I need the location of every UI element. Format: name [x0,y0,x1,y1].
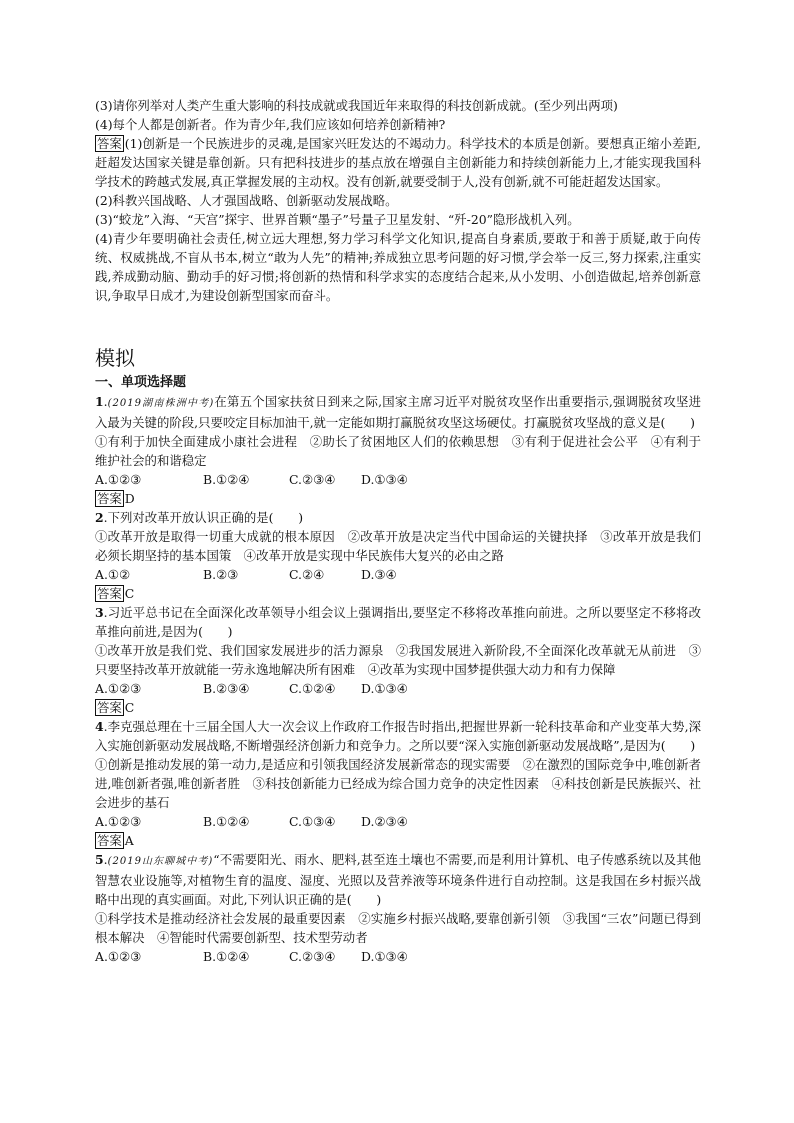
option-d[interactable]: D.①③④ [361,949,408,964]
answer-tag: 答案 [97,833,122,848]
answer-value: C [124,586,135,601]
question-stem: 2.下列对改革开放认识正确的是( ) [95,510,304,525]
question-stem: 4.李克强总理在十三届全国人大一次会议上作政府工作报告时指出,把握世界新一轮科技革命和产业变革大势,深入实施创新驱动发展战略,不断增强经济创新力和竞争力。之所以要“深入实施创新驱动发展战略”,是因为( ) [95,719,701,753]
answer-tag: 答案 [97,586,122,601]
option-b[interactable]: B.②③④ [203,681,250,696]
answer-line [95,584,701,603]
answer-line [95,831,701,850]
question-2 [95,508,701,603]
answer-line [95,489,701,508]
question-5 [95,850,701,966]
question-text: 李克强总理在十三届全国人大一次会议上作政府工作报告时指出,把握世界新一轮科技革命和产业变革大势,深入实施创新驱动发展战略,不断增强经济创新力和竞争力。之所以要“深入实施创新驱动发展战略”,是因为( ) [95,719,701,753]
answer-tag: 答案 [97,491,122,506]
option-b[interactable]: B.①②④ [203,949,250,964]
question-number: 5 [95,852,104,867]
section-title: 模拟 [95,346,135,370]
answer-block [95,134,701,191]
answer-line [95,698,701,717]
answer-value: A [124,833,134,848]
question-options [95,565,701,584]
document-page [95,96,701,966]
question-text: 在第五个国家扶贫日到来之际,国家主席习近平对脱贫攻坚作出重要指示,强调脱贫攻坚进入最为关键的阶段,只要咬定目标加油干,就一定能如期打赢脱贫攻坚这场硬仗。打赢脱贫攻坚战的意义是( ) [95,394,701,430]
question-number: 1 [95,394,104,409]
question-number: 2 [95,510,104,525]
question-text: 习近平总书记在全面深化改革领导小组会议上强调指出,要坚定不移将改革推向前进。之所以要坚定不移将改革推向前进,是因为( ) [95,605,701,639]
question-4 [95,717,701,850]
option-c[interactable]: C.①③④ [289,814,336,829]
answer-part-2: (2)科教兴国战略、人才强国战略、创新驱动发展战略。 [95,193,398,208]
question-items: ①有利于加快全面建成小康社会进程 ②助长了贫困地区人们的依赖思想 ③有利于促进社会公平 ④有利于维护社会的和谐稳定 [95,434,701,468]
option-d[interactable]: D.①③④ [361,681,408,696]
option-b[interactable]: B.①②④ [203,814,250,829]
option-d[interactable]: D.①③④ [361,472,408,487]
question-items: ①创新是推动发展的第一动力,是适应和引领我国经济发展新常态的现实需要 ②在激烈的国际竞争中,唯创新者进,唯创新者强,唯创新者胜 ③科技创新能力已经成为综合国力竞争的决定性因素 ④科技创新是民族振兴、社会进步的基石 [95,757,701,810]
question-3-prompt: (3)请你列举对人类产生重大影响的科技成就或我国近年来取得的科技创新成就。(至少列出两项) [95,98,618,113]
question-4-prompt: (4)每个人都是创新者。作为青少年,我们应该如何培养创新精神? [95,117,446,132]
question-options [95,812,701,831]
answer-part-4: (4)青少年要明确社会责任,树立远大理想,努力学习科学文化知识,提高自身素质,要敢于和善于质疑,敢于向传统、权威挑战,不盲从书本,树立“敢为人先”的精神;养成独立思考问题的好习惯,学会举一反三,努力探索,注重实践,养成勤动脑、勤动手的好习惯;将创新的热情和科学求实的态度结合起来,从小发明、小创造做起,培养创新意识,争取早日成才,为建设创新型国家而奋斗。 [95,231,701,303]
question-items: ①改革开放是我们党、我们国家发展进步的活力源泉 ②我国发展进入新阶段,不全面深化改革就无从前进 ③只要坚持改革开放就能一劳永逸地解决所有困难 ④改革为实现中国梦提供强大动力和有力保障 [95,643,701,677]
option-a[interactable]: A.①②③ [95,472,142,487]
answer-part-3: (3)“蛟龙”入海、“天宫”探宇、世界首颗“墨子”号量子卫星发射、“歼-20”隐形战机入列。 [95,212,580,227]
question-items: ①科学技术是推动经济社会发展的最重要因素 ②实施乡村振兴战略,要靠创新引领 ③我国“三农”问题已得到根本解决 ④智能时代需要创新型、技术型劳动者 [95,911,701,945]
question-stem: 3.习近平总书记在全面深化改革领导小组会议上强调指出,要坚定不移将改革推向前进。之所以要坚定不移将改革推向前进,是因为( ) [95,605,701,639]
answer-tag: 答案 [97,136,122,151]
option-a[interactable]: A.①②③ [95,814,142,829]
option-d[interactable]: D.③④ [361,567,397,582]
question-options [95,470,701,489]
option-b[interactable]: B.②③ [203,567,239,582]
question-3 [95,603,701,717]
option-a[interactable]: A.①②③ [95,681,142,696]
question-text: “不需要阳光、雨水、肥料,甚至连土壤也不需要,而是利用计算机、电子传感系统以及其他智慧农业设施等,对植物生育的温度、湿度、光照以及营养液等环境条件进行自动控制。这是我国在乡村振兴战略中出现的真实画面。对此,下列认识正确的是( ) [95,852,701,907]
question-stem: 1.(2019湖南株洲中考)在第五个国家扶贫日到来之际,国家主席习近平对脱贫攻坚作出重要指示,强调脱贫攻坚进入最为关键的阶段,只要咬定目标加油干,就一定能如期打赢脱贫攻坚这场硬仗。打赢脱贫攻坚战的意义是( ) [95,394,701,430]
option-b[interactable]: B.①②④ [203,472,250,487]
section-subtitle: 一、单项选择题 [95,375,187,390]
question-source: (2019山东聊城中考) [107,856,214,867]
option-a[interactable]: A.①② [95,567,131,582]
question-1 [95,392,701,508]
question-text: 下列对改革开放认识正确的是( ) [107,510,304,525]
option-d[interactable]: D.②③④ [361,814,408,829]
question-number: 4 [95,719,104,734]
question-options [95,947,701,966]
question-items: ①改革开放是取得一切重大成就的根本原因 ②改革开放是决定当代中国命运的关键抉择 ③改革开放是我们必须长期坚持的基本国策 ④改革开放是实现中华民族伟大复兴的必由之路 [95,529,701,563]
answer-value: D [124,491,135,506]
answer-part-1: (1)创新是一个民族进步的灵魂,是国家兴旺发达的不竭动力。科学技术的本质是创新。要想真正缩小差距,赶超发达国家关键是靠创新。只有把科技进步的基点放在增强自主创新能力和持续创新能力上,才能实现我国科学技术的跨越式发展,真正掌握发展的主动权。没有创新,就要受制于人,没有创新,就不可能赶超发达国家。 [95,136,701,189]
option-a[interactable]: A.①②③ [95,949,142,964]
option-c[interactable]: C.②③④ [289,472,336,487]
answer-value: C [124,700,135,715]
option-c[interactable]: C.②④ [289,567,325,582]
question-number: 3 [95,605,104,620]
option-c[interactable]: C.①②④ [289,681,336,696]
question-options [95,679,701,698]
question-source: (2019湖南株洲中考) [107,398,215,409]
question-stem: 5.(2019山东聊城中考)“不需要阳光、雨水、肥料,甚至连土壤也不需要,而是利用计算机、电子传感系统以及其他智慧农业设施等,对植物生育的温度、湿度、光照以及营养液等环境条件进行自动控制。这是我国在乡村振兴战略中出现的真实画面。对此,下列认识正确的是( ) [95,852,701,907]
option-c[interactable]: C.②③④ [289,949,336,964]
answer-tag: 答案 [97,700,122,715]
